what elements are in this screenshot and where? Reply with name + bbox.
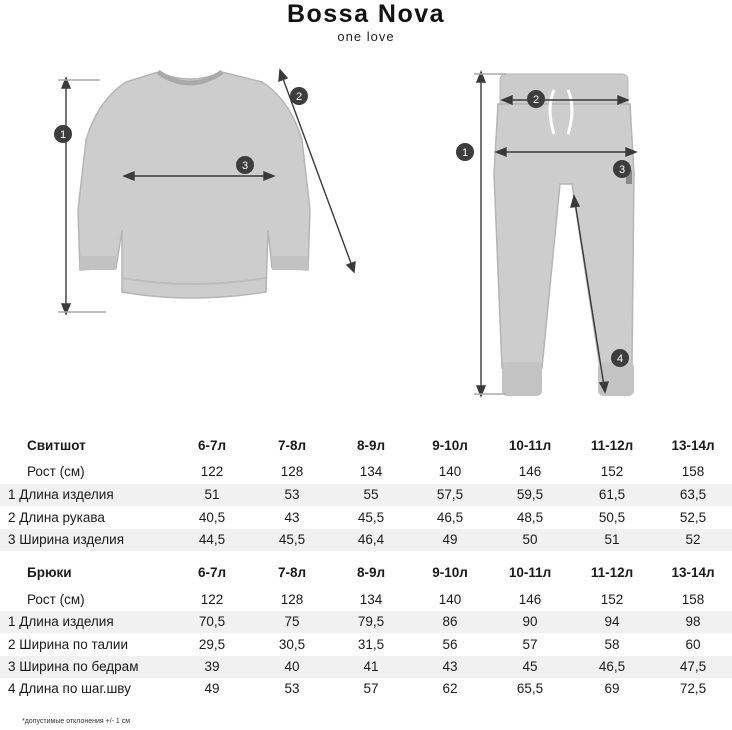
table-cell: 70,5 <box>198 614 226 629</box>
marker-1 <box>456 143 474 161</box>
svg-text:2: 2 <box>295 91 303 103</box>
table-cell: 50,5 <box>598 510 626 525</box>
marker-1 <box>54 125 72 143</box>
table-cell: 53 <box>284 681 300 696</box>
table-header-row <box>0 435 732 457</box>
table-cell: 75 <box>284 614 300 629</box>
size-header: 7-8л <box>277 565 307 580</box>
table-cell: 44,5 <box>198 532 226 547</box>
table-cell: 60 <box>685 637 701 652</box>
table-cell: 128 <box>280 592 304 607</box>
sweatshirt-cuff-left <box>80 256 116 270</box>
table-cell: 140 <box>438 592 462 607</box>
pants-waistband <box>500 74 628 108</box>
size-header: 6-7л <box>197 565 227 580</box>
size-header: 9-10л <box>432 565 468 580</box>
table-cell: 152 <box>600 464 624 479</box>
table-cell: 158 <box>681 464 705 479</box>
table-cell: 62 <box>442 681 458 696</box>
table-cell: 45,5 <box>278 532 306 547</box>
sweatshirt-figure <box>40 60 370 320</box>
table-cell: 98 <box>685 614 701 629</box>
table-cell: 146 <box>518 464 542 479</box>
size-header: 7-8л <box>277 438 307 453</box>
size-header: 10-11л <box>508 438 552 453</box>
size-header: 8-9л <box>356 565 386 580</box>
size-header: 13-14л <box>671 565 715 580</box>
pants-figure <box>450 64 650 404</box>
table-cell: 122 <box>200 592 224 607</box>
table-cell: 59,5 <box>516 487 544 502</box>
table-cell: 158 <box>681 592 705 607</box>
table-cell: 86 <box>442 614 458 629</box>
table-cell: 146 <box>518 592 542 607</box>
table-row <box>0 461 732 483</box>
row-label: 2 Ширина по талии <box>8 637 129 652</box>
table-cell: 61,5 <box>598 487 626 502</box>
table-title: Свитшот <box>27 438 86 453</box>
table-cell: 128 <box>280 464 304 479</box>
svg-text:3: 3 <box>241 160 249 172</box>
marker-3 <box>613 160 631 178</box>
marker-2 <box>527 90 545 108</box>
table-cell: 52,5 <box>679 510 707 525</box>
table-header-row <box>0 562 732 584</box>
pants-cuff-left <box>502 362 542 396</box>
table-cell: 46,5 <box>598 659 626 674</box>
table-title: Брюки <box>27 565 72 580</box>
marker-2 <box>290 87 308 105</box>
table-cell: 94 <box>604 614 620 629</box>
table-cell: 57 <box>363 681 379 696</box>
brand-title: Bossa Nova <box>286 0 446 28</box>
table-cell: 122 <box>200 464 224 479</box>
table-cell: 63,5 <box>679 487 707 502</box>
table-cell: 57 <box>522 637 538 652</box>
table-row <box>0 611 732 633</box>
table-cell: 90 <box>522 614 538 629</box>
table-row <box>0 656 732 678</box>
row-label: Рост (см) <box>27 592 85 607</box>
table-cell: 50 <box>522 532 538 547</box>
table-cell: 46,4 <box>357 532 385 547</box>
size-header: 10-11л <box>508 565 552 580</box>
brand-subtitle: one love <box>337 29 395 44</box>
row-label: 1 Длина изделия <box>8 487 114 502</box>
table-cell: 31,5 <box>357 637 385 652</box>
table-cell: 58 <box>604 637 620 652</box>
table-row <box>0 529 732 551</box>
table-cell: 46,5 <box>436 510 464 525</box>
table-row <box>0 634 732 656</box>
table-cell: 51 <box>204 487 220 502</box>
marker-4 <box>611 349 629 367</box>
marker-3 <box>236 156 254 174</box>
row-label: 3 Ширина по бедрам <box>8 659 139 674</box>
svg-text:4: 4 <box>616 353 624 365</box>
table-cell: 69 <box>604 681 620 696</box>
size-header: 9-10л <box>432 438 468 453</box>
table-cell: 55 <box>363 487 379 502</box>
table-cell: 72,5 <box>679 681 707 696</box>
table-cell: 40,5 <box>198 510 226 525</box>
row-label: 2 Длина рукава <box>8 510 105 525</box>
table-cell: 56 <box>442 637 458 652</box>
pants-legs <box>494 104 634 368</box>
table-cell: 134 <box>359 592 383 607</box>
table-cell: 140 <box>438 464 462 479</box>
size-header: 11-12л <box>590 438 634 453</box>
row-label: 4 Длина по шаг.шву <box>8 681 131 696</box>
table-cell: 48,5 <box>516 510 544 525</box>
table-cell: 30,5 <box>278 637 306 652</box>
svg-text:3: 3 <box>618 164 626 176</box>
table-row <box>0 678 732 700</box>
size-header: 13-14л <box>671 438 715 453</box>
table-cell: 29,5 <box>198 637 226 652</box>
table-cell: 79,5 <box>357 614 385 629</box>
table-cell: 47,5 <box>679 659 707 674</box>
table-cell: 43 <box>442 659 458 674</box>
table-row <box>0 507 732 529</box>
table-cell: 43 <box>284 510 300 525</box>
table-cell: 49 <box>442 532 458 547</box>
table-cell: 152 <box>600 592 624 607</box>
table-cell: 65,5 <box>516 681 544 696</box>
row-label: 3 Ширина изделия <box>8 532 125 547</box>
svg-text:2: 2 <box>532 94 540 106</box>
table-cell: 53 <box>284 487 300 502</box>
sweatshirt-cuff-right <box>272 256 308 270</box>
table-cell: 45,5 <box>357 510 385 525</box>
size-header: 6-7л <box>197 438 227 453</box>
table-cell: 41 <box>363 659 379 674</box>
svg-text:1: 1 <box>461 147 469 159</box>
table-cell: 45 <box>522 659 538 674</box>
table-cell: 57,5 <box>436 487 464 502</box>
tolerance-footnote: *допустимые отклонения +/- 1 см <box>22 718 131 725</box>
row-label: Рост (см) <box>27 464 85 479</box>
svg-text:1: 1 <box>59 129 67 141</box>
size-header: 8-9л <box>356 438 386 453</box>
table-row <box>0 589 732 611</box>
table-cell: 40 <box>284 659 300 674</box>
table-row <box>0 484 732 506</box>
table-cell: 52 <box>685 532 701 547</box>
row-label: 1 Длина изделия <box>8 614 114 629</box>
table-cell: 51 <box>604 532 620 547</box>
table-cell: 49 <box>204 681 220 696</box>
table-cell: 134 <box>359 464 383 479</box>
size-header: 11-12л <box>590 565 634 580</box>
table-cell: 39 <box>204 659 220 674</box>
